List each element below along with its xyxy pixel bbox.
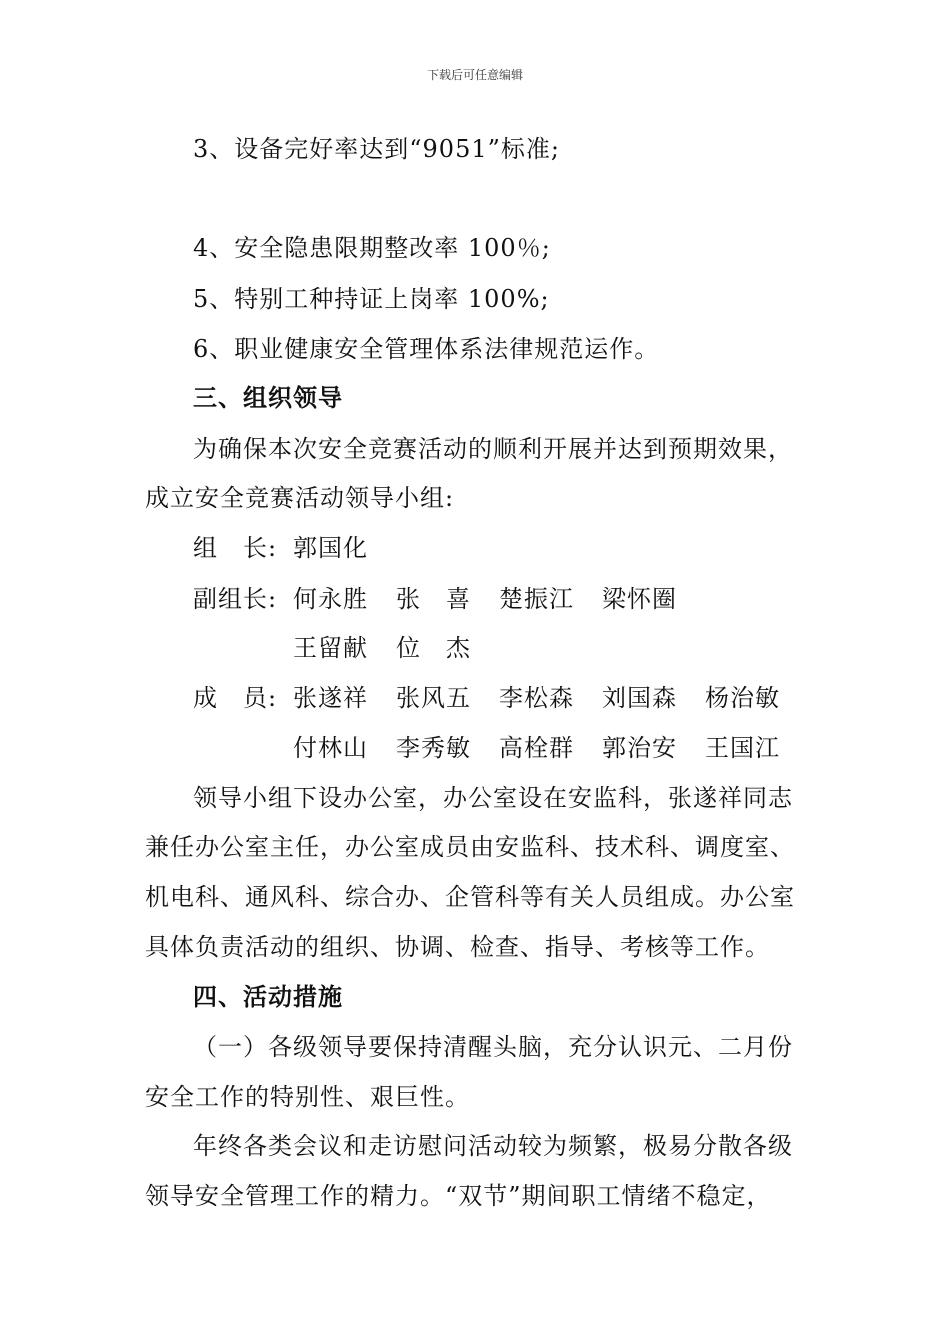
member-name: 王国江 (705, 734, 780, 762)
deputy-name: 张 喜 (396, 585, 471, 613)
goal-item-4: 4、安全隐患限期整改率 100％; (193, 234, 551, 262)
section-4-p2-line-2: 领导安全管理工作的精力。“双节”期间职工情绪不稳定， (145, 1182, 772, 1210)
deputies-row-1 (293, 584, 705, 614)
member-name: 刘国森 (602, 684, 677, 712)
member-name: 付林山 (293, 734, 368, 762)
office-paragraph-line-2: 兼任办公室主任，办公室成员由安监科、技术科、调度室、 (145, 833, 795, 861)
leader-label: 组 长: (193, 534, 278, 562)
goal-item-3: 3、设备完好率达到“9051”标准; (193, 135, 560, 163)
section-3-intro-line-1: 为确保本次安全竞赛活动的顺利开展并达到预期效果， (193, 435, 793, 463)
office-paragraph-line-4: 具体负责活动的组织、协调、检查、指导、考核等工作。 (145, 933, 770, 961)
member-name: 高栓群 (499, 734, 574, 762)
deputies-row-2 (293, 633, 499, 663)
section-4-p2-line-1: 年终各类会议和走访慰问活动较为频繁，极易分散各级 (193, 1132, 793, 1160)
leader-name: 郭国化 (293, 534, 368, 562)
goal-item-6: 6、职业健康安全管理体系法律规范运作。 (193, 335, 660, 363)
deputy-name: 梁怀圈 (602, 585, 677, 613)
deputy-name: 楚振江 (499, 585, 574, 613)
member-name: 李秀敏 (396, 734, 471, 762)
section-4-p1-line-1: （一）各级领导要保持清醒头脑，充分认识元、二月份 (193, 1033, 793, 1061)
deputy-name: 王留献 (293, 634, 368, 662)
page-header: 下载后可任意编辑 (426, 68, 523, 82)
members-row-1 (293, 683, 808, 713)
section-4-heading: 四、活动措施 (193, 983, 343, 1011)
member-name: 郭治安 (602, 734, 677, 762)
member-name: 张风五 (396, 684, 471, 712)
deputy-name: 何永胜 (293, 585, 368, 613)
member-name: 张遂祥 (293, 684, 368, 712)
office-paragraph-line-1: 领导小组下设办公室，办公室设在安监科，张遂祥同志 (193, 784, 793, 812)
office-paragraph-line-3: 机电科、通风科、综合办、企管科等有关人员组成。办公室 (145, 883, 795, 911)
section-3-intro-line-2: 成立安全竞赛活动领导小组: (145, 484, 455, 512)
member-name: 李松森 (499, 684, 574, 712)
deputy-label: 副组长: (193, 585, 278, 613)
member-label: 成 员: (193, 684, 278, 712)
member-name: 杨治敏 (705, 684, 780, 712)
goal-item-5: 5、特别工种持证上岗率 100%; (193, 285, 550, 313)
section-4-p1-line-2: 安全工作的特别性、艰巨性。 (145, 1083, 470, 1111)
deputy-name: 位 杰 (396, 634, 471, 662)
members-row-2 (293, 733, 808, 763)
section-3-heading: 三、组织领导 (193, 384, 343, 412)
